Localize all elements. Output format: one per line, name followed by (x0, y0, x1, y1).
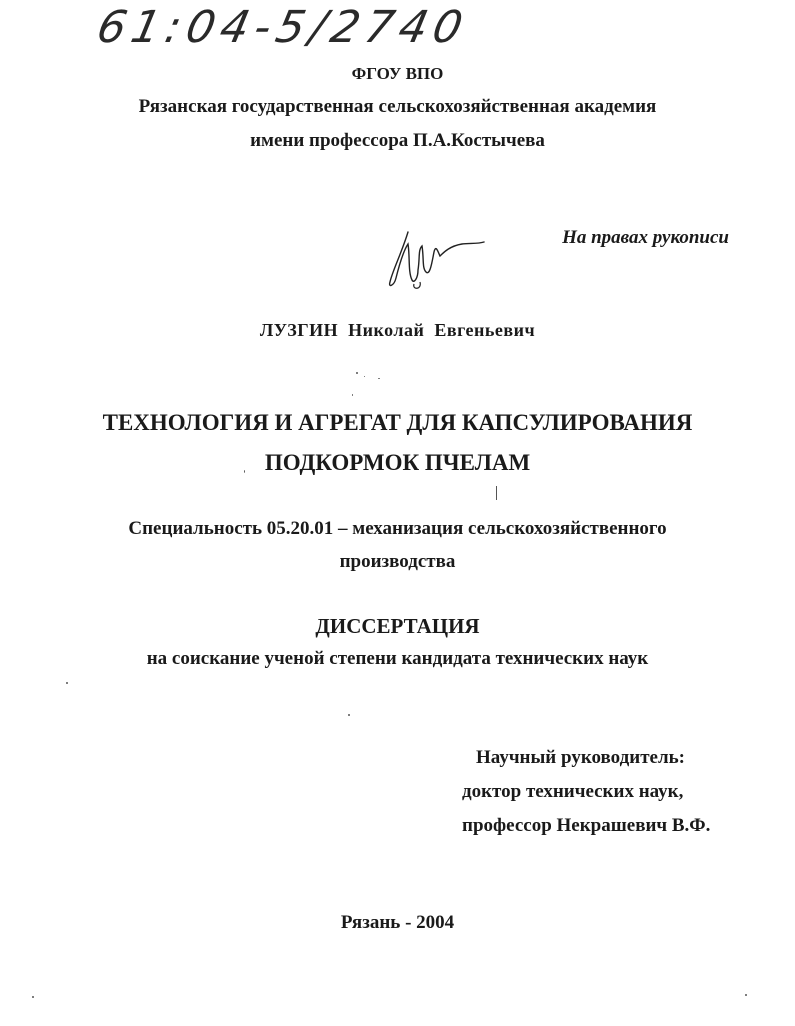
specialty-line2: производства (339, 551, 456, 572)
specialty-line1: Специальность 05.20.01 – механизация сельскохозяйственного (128, 518, 667, 539)
scan-speck (32, 996, 34, 998)
degree-line: на соискание ученой степени кандидата технических наук (146, 648, 649, 669)
scan-speck (348, 714, 350, 716)
scan-speck (352, 394, 353, 396)
supervisor-name: профессор Некрашевич В.Ф. (462, 815, 711, 836)
archive-code-handwritten: 61:04-5/2740 (92, 2, 473, 53)
city-year: Рязань - 2004 (340, 912, 455, 933)
scan-speck (364, 376, 365, 377)
scan-speck (378, 378, 380, 379)
scan-speck (745, 994, 747, 996)
scan-speck (244, 470, 245, 473)
organization-name-line2: имени профессора П.А.Костычева (250, 130, 545, 151)
manuscript-note: На правах рукописи (562, 227, 729, 248)
author-signature (378, 222, 488, 292)
scan-speck (356, 372, 358, 374)
supervisor-degree: доктор технических наук, (462, 781, 684, 802)
supervisor-label: Научный руководитель: (476, 747, 685, 768)
organization-short: ФГОУ ВПО (351, 64, 444, 83)
author-name: ЛУЗГИН Николай Евгеньевич (259, 320, 536, 340)
document-type: ДИССЕРТАЦИЯ (315, 614, 480, 638)
scan-speck (66, 682, 68, 684)
scan-speck (496, 486, 497, 500)
dissertation-title-line1: ТЕХНОЛОГИЯ И АГРЕГАТ ДЛЯ КАПСУЛИРОВАНИЯ (102, 410, 693, 435)
dissertation-title-line2: ПОДКОРМОК ПЧЕЛАМ (264, 450, 531, 475)
organization-name-line1: Рязанская государственная сельскохозяйственная академия (138, 96, 657, 117)
